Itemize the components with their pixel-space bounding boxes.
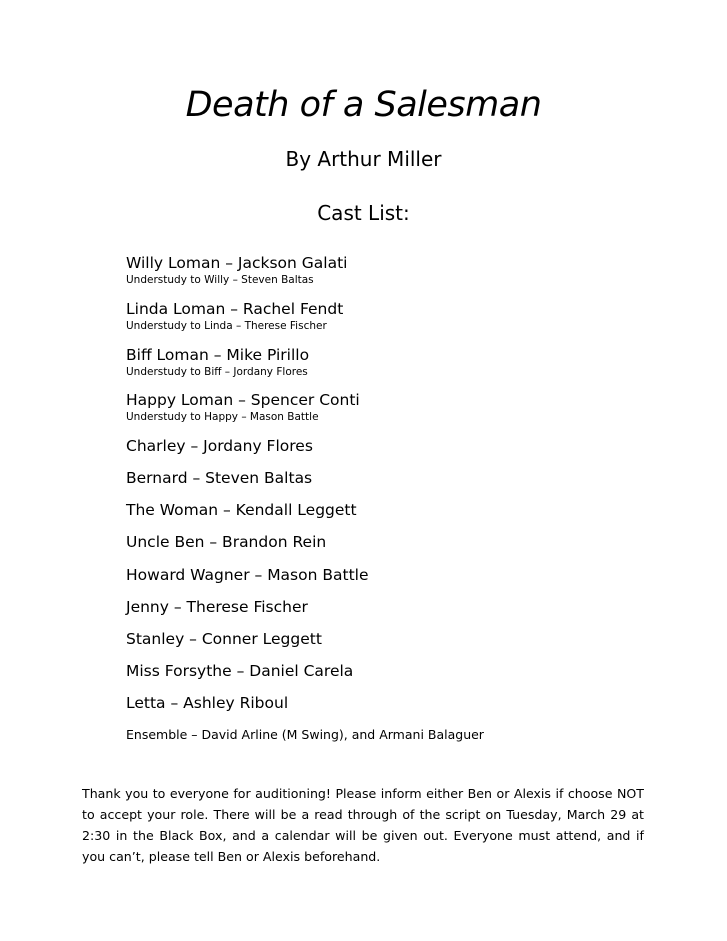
cast-item-the-woman: [126, 500, 686, 532]
cast-item-howard-wagner: [126, 565, 686, 597]
cast-item-jenny: [126, 597, 686, 629]
cast-role: Uncle Ben – Brandon Rein: [126, 533, 327, 551]
cast-item-stanley: [126, 629, 686, 661]
cast-understudy: Understudy to Biff – Jordany Flores: [126, 366, 308, 378]
cast-item-uncle-ben: [126, 532, 686, 565]
cast-item-letta: [126, 693, 686, 727]
cast-role: Miss Forsythe – Daniel Carela: [126, 662, 354, 680]
cast-list: [126, 253, 686, 743]
cast-role: Letta – Ashley Riboul: [126, 694, 289, 712]
cast-understudy: Understudy to Willy – Steven Baltas: [126, 274, 314, 286]
cast-role: Bernard – Steven Baltas: [126, 469, 313, 487]
cast-understudy: Understudy to Happy – Mason Battle: [126, 411, 319, 423]
cast-role: Stanley – Conner Leggett: [126, 630, 322, 648]
cast-role: The Woman – Kendall Leggett: [126, 501, 357, 519]
cast-item-charley: [126, 436, 686, 468]
notice-paragraph: Thank you to everyone for auditioning! Please inform either Ben or Alexis if choose NOT to accept your role. There will be a read through of the script on Tuesday, March 29 at 2:30 in the Black Box, and a calendar will be given out. Everyone must attend, and if you can’t, please tell Ben or Alexis beforehand.: [82, 786, 644, 864]
cast-role: Willy Loman – Jackson Galati: [126, 254, 348, 272]
cast-role: Happy Loman – Spencer Conti: [126, 391, 360, 409]
cast-role: Jenny – Therese Fischer: [126, 598, 308, 616]
cast-role: Howard Wagner – Mason Battle: [126, 566, 369, 584]
cast-item-willy: [126, 253, 686, 299]
cast-item-linda: [126, 299, 686, 345]
cast-understudy: Understudy to Linda – Therese Fischer: [126, 320, 327, 332]
cast-role: Biff Loman – Mike Pirillo: [126, 346, 310, 364]
author-line: By Arthur Miller: [285, 147, 442, 171]
cast-item-ensemble: [126, 727, 686, 743]
ensemble-line: Ensemble – David Arline (M Swing), and Armani Balaguer: [126, 727, 484, 742]
cast-role: Linda Loman – Rachel Fendt: [126, 300, 344, 318]
cast-item-miss-forsythe: [126, 661, 686, 693]
cast-item-biff: [126, 345, 686, 390]
cast-item-happy: [126, 390, 686, 436]
cast-list-heading: Cast List:: [317, 201, 410, 225]
page-title: Death of a Salesman: [185, 85, 542, 125]
cast-role: Charley – Jordany Flores: [126, 437, 313, 455]
cast-item-bernard: [126, 468, 686, 500]
